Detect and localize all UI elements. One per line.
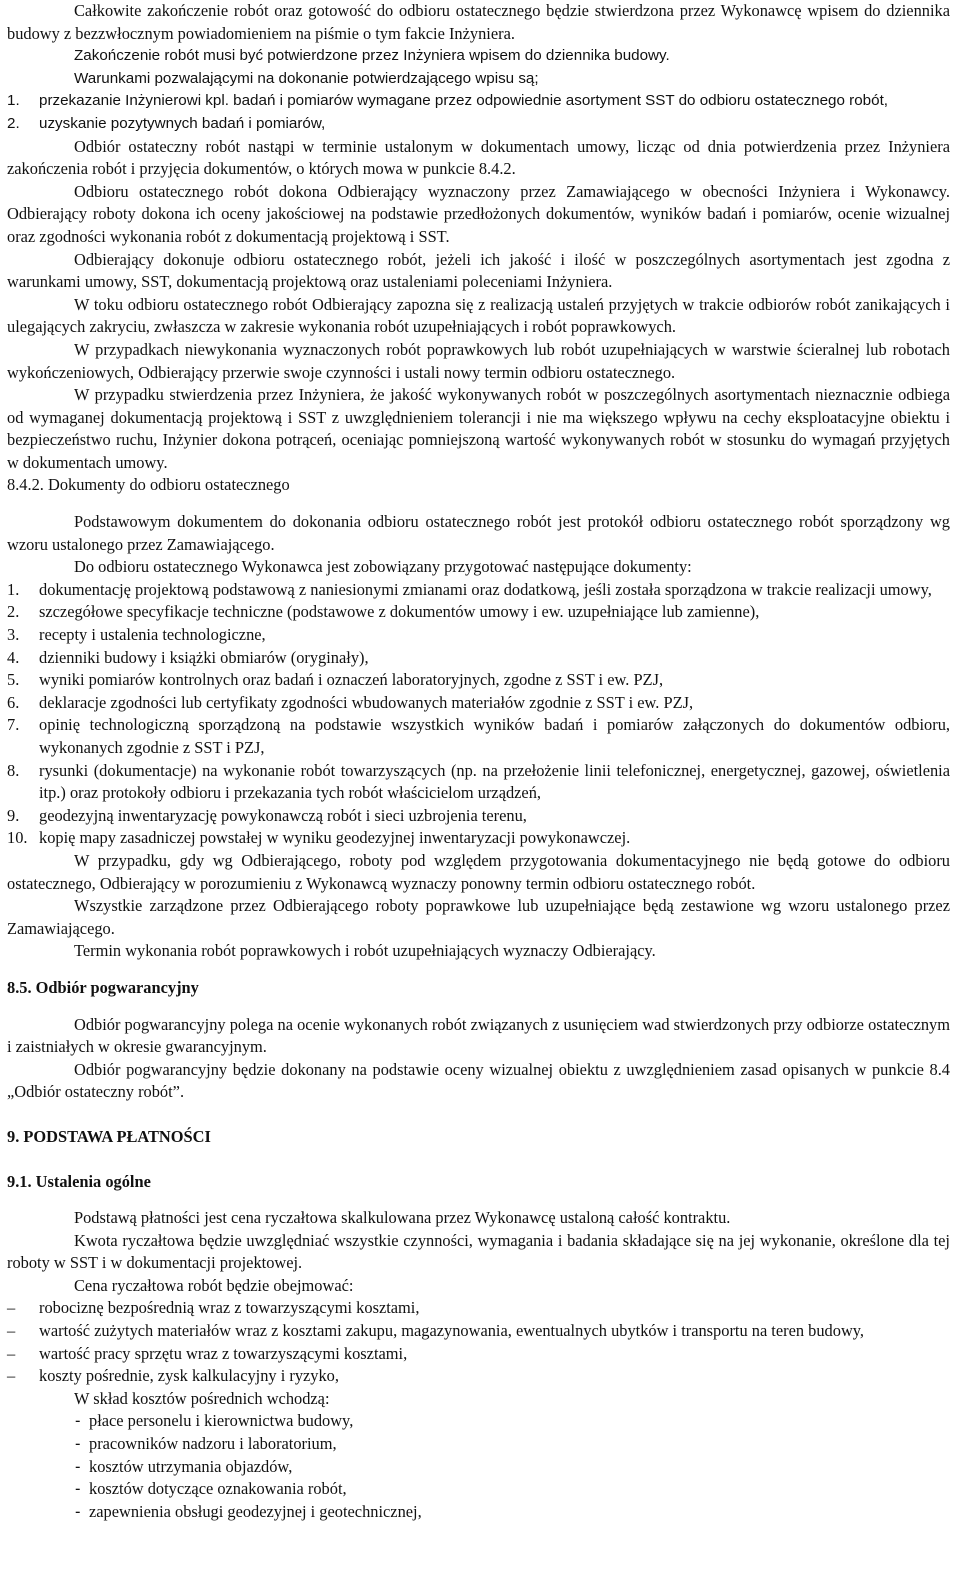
list-item — [7, 624, 950, 647]
list-number: 4. — [7, 647, 20, 667]
list-item-text: opinię technologiczną sporządzoną na podstawie wszystkich wyników badań i pomiarów załączonych do dokumentów odbioru, wykonanych zgodnie z SST i PZJ, — [39, 715, 950, 757]
paragraph: Odbiór pogwarancyjny polega na ocenie wykonanych robót związanych z usunięciem wad stwierdzonych przy odbiorze ostatecznym i zaistniałych w okresie gwarancyjnym. — [7, 1014, 950, 1057]
section-heading-9: 9. PODSTAWA PŁATNOŚCI — [7, 1126, 211, 1146]
list-item-text: wartość zużytych materiałów wraz z kosztami zakupu, magazynowania, ewentualnych ubytków i transportu na teren budowy, — [39, 1321, 865, 1341]
list-item-text: recepty i ustalenia technologiczne, — [39, 625, 266, 645]
list-item — [7, 1343, 950, 1366]
hyphen-bullet: - — [75, 1435, 81, 1454]
paragraph: Zakończenie robót musi być potwierdzone przez Inżyniera wpisem do dziennika budowy. — [74, 47, 670, 65]
hyphen-bullet: - — [75, 1457, 81, 1476]
list-number: 10. — [7, 828, 28, 848]
conditions-list — [7, 90, 950, 135]
list-item-text: uzyskanie pozytywnych badań i pomiarów, — [39, 114, 326, 132]
paragraph: W skład kosztów pośrednich wchodzą: — [74, 1388, 330, 1408]
list-item — [7, 692, 950, 715]
list-item-text: deklaracje zgodności lub certyfikaty zgodności wbudowanych materiałów zgodnie z SST i ew. PZJ, — [39, 692, 694, 712]
paragraph: W toku odbioru ostatecznego robót Odbierający zapozna się z realizacją ustaleń przyjętych w trakcie odbiorów robót zanikających i ulegających zakryciu, zwłaszcza w zakresie wykonania robót uzupełniających i robót poprawkowych. — [7, 294, 950, 337]
list-number: 9. — [7, 805, 20, 825]
list-item — [7, 601, 950, 624]
list-item — [7, 1410, 950, 1433]
list-item — [7, 647, 950, 670]
list-number: 5. — [7, 670, 20, 690]
list-item-text: pracowników nadzoru i laboratorium, — [89, 1434, 337, 1454]
hyphen-bullet: - — [75, 1480, 81, 1499]
list-item — [7, 1456, 950, 1479]
list-item-text: przekazanie Inżynierowi kpl. badań i pomiarów wymagane przez odpowiednie asortyment SST do odbioru ostatecznego robót, — [39, 92, 889, 110]
list-item — [7, 827, 950, 850]
list-item-text: szczegółowe specyfikacje techniczne (podstawowe z dokumentów umowy i ew. uzupełniające lub zamienne), — [39, 602, 760, 622]
list-item-text: koszty pośrednie, zysk kalkulacyjny i ryzyko, — [39, 1366, 339, 1386]
list-item — [7, 714, 950, 759]
list-number: 6. — [7, 692, 20, 712]
list-item — [7, 579, 950, 602]
list-item — [7, 1320, 950, 1343]
list-item-text: zapewnienia obsługi geodezyjnej i geotechnicznej, — [89, 1501, 422, 1521]
list-number: 2. — [7, 602, 20, 622]
list-item — [7, 1478, 950, 1501]
price-components-list — [7, 1297, 950, 1387]
list-number: 1. — [7, 92, 20, 110]
paragraph: Cena ryczałtowa robót będzie obejmować: — [74, 1275, 354, 1295]
list-item-text: kosztów dotyczące oznakowania robót, — [89, 1479, 347, 1499]
dash-bullet: – — [7, 1366, 16, 1386]
list-item-text: rysunki (dokumentacje) na wykonanie robót towarzyszących (np. na przełożenie linii telefonicznej, energetycznej, gazowej, oświetlenia itp.) oraz protokoły odbioru i przekazania tych robót właścicielom urządzeń, — [39, 760, 950, 803]
list-item-text: wartość pracy sprzętu wraz z towarzyszącymi kosztami, — [39, 1343, 408, 1363]
list-number: 3. — [7, 625, 20, 645]
paragraph: Termin wykonania robót poprawkowych i robót uzupełniających wyznaczy Odbierający. — [74, 941, 656, 961]
paragraph: Kwota ryczałtowa będzie uwzględniać wszystkie czynności, wymagania i badania składające się na jej wykonanie, określone dla tej roboty w SST i w dokumentacji projektowej. — [7, 1230, 950, 1273]
dash-bullet: – — [7, 1321, 16, 1341]
list-number: 7. — [7, 715, 20, 735]
list-item-text: dokumentację projektową podstawową z naniesionymi zmianami oraz dodatkową, jeśli została sporządzona w trakcie realizacji umowy, — [39, 579, 932, 599]
paragraph: Odbiór pogwarancyjny będzie dokonany na podstawie oceny wizualnej obiektu z uwzględnieniem zasad opisanych w punkcie 8.4 „Odbiór ostateczny robót”. — [7, 1059, 950, 1102]
paragraph: W przypadkach niewykonania wyznaczonych robót poprawkowych lub robót uzupełniających w warstwie ścieralnej lub robotach wykończeniowych, Odbierający przerwie swoje czynności i ustali nowy termin odbioru ostatecznego. — [7, 339, 950, 382]
list-item — [7, 90, 950, 113]
paragraph: Odbioru ostatecznego robót dokona Odbierający wyznaczony przez Zamawiającego w obecności Inżyniera i Wykonawcy. Odbierający roboty dokona ich oceny jakościowej na podstawie przedłożonych dokumentów, wyników badań i pomiarów, ocenie wizualnej oraz zgodności wykonania robót z dokumentacją projektową i SST. — [7, 181, 950, 246]
paragraph: Odbiór ostateczny robót nastąpi w terminie ustalonym w dokumentach umowy, licząc od dnia potwierdzenia przez Inżyniera zakończenia robót i przyjęcia dokumentów, o których mowa w punkcie 8.4.2. — [7, 136, 950, 179]
paragraph: Podstawowym dokumentem do dokonania odbioru ostatecznego robót jest protokół odbioru ostatecznego robót sporządzony wg wzoru ustalonego przez Zamawiającego. — [7, 512, 950, 554]
hyphen-bullet: - — [75, 1502, 81, 1521]
paragraph: Warunkami pozwalającymi na dokonanie potwierdzającego wpisu są; — [74, 69, 539, 87]
section-heading-9-1: 9.1. Ustalenia ogólne — [7, 1171, 151, 1191]
list-item — [7, 760, 950, 805]
list-item-text: kopię mapy zasadniczej powstałej w wyniku geodezyjnej inwentaryzacji powykonawczej. — [39, 828, 631, 848]
indirect-costs-list — [7, 1410, 950, 1523]
list-number: 8. — [7, 760, 20, 780]
paragraph: Do odbioru ostatecznego Wykonawca jest zobowiązany przygotować następujące dokumenty: — [74, 557, 692, 577]
dash-bullet: – — [7, 1298, 16, 1318]
list-item — [7, 805, 950, 828]
list-item — [7, 1297, 950, 1320]
paragraph: W przypadku stwierdzenia przez Inżyniera, że jakość wykonywanych robót w poszczególnych asortymentach nieznacznie odbiega od wymaganej dokumentacją projektową i SST z uwzględnieniem tolerancji i nie ma większego wpływu na cechy eksploatacyjne obiektu i bezpieczeństwo ruchu, Inżynier dokona potrąceń, oceniając pomniejszoną wartość wykonywanych robót w stosunku do wymagań przyjętych w dokumentach umowy. — [7, 385, 950, 472]
list-item — [7, 113, 950, 136]
paragraph: Całkowite zakończenie robót oraz gotowość do odbioru ostatecznego będzie stwierdzona przez Wykonawcę wpisem do dziennika budowy z bezzwłocznym powiadomieniem na piśmie o tym fakcie Inżyniera. — [7, 1, 950, 43]
paragraph: Odbierający dokonuje odbioru ostatecznego robót, jeżeli ich jakość i ilość w poszczególnych asortymentach jest zgodna z warunkami umowy, SST, dokumentacją projektową oraz ustaleniami poleceniami Inżyniera. — [7, 249, 950, 292]
dash-bullet: – — [7, 1343, 16, 1363]
list-item — [7, 1365, 950, 1388]
section-heading-8-4-2: 8.4.2. Dokumenty do odbioru ostatecznego — [7, 475, 290, 495]
documents-list — [7, 579, 950, 850]
list-item-text: płace personelu i kierownictwa budowy, — [89, 1411, 354, 1431]
list-item-text: robociznę bezpośrednią wraz z towarzyszącymi kosztami, — [39, 1298, 420, 1318]
section-heading-8-5: 8.5. Odbiór pogwarancyjny — [7, 977, 199, 997]
paragraph: W przypadku, gdy wg Odbierającego, roboty pod względem przygotowania dokumentacyjnego nie będą gotowe do odbioru ostatecznego, Odbierający w porozumieniu z Wykonawcą wyznaczy ponowny termin odbioru ostatecznego robót. — [7, 850, 950, 893]
list-item — [7, 1501, 950, 1524]
list-item-text: dzienniki budowy i książki obmiarów (oryginały), — [39, 647, 369, 667]
list-item — [7, 1433, 950, 1456]
list-item-text: wyniki pomiarów kontrolnych oraz badań i oznaczeń laboratoryjnych, zgodne z SST i ew. PZJ, — [39, 670, 664, 690]
paragraph: Podstawą płatności jest cena ryczałtowa skalkulowana przez Wykonawcę ustaloną całość kontraktu. — [74, 1208, 731, 1228]
list-item — [7, 669, 950, 692]
list-number: 2. — [7, 114, 20, 132]
paragraph: Wszystkie zarządzone przez Odbierającego roboty poprawkowe lub uzupełniające będą zestawione wg wzoru ustalonego przez Zamawiającego. — [7, 896, 950, 938]
hyphen-bullet: - — [75, 1412, 81, 1431]
list-item-text: kosztów utrzymania objazdów, — [89, 1456, 293, 1476]
list-number: 1. — [7, 579, 20, 599]
list-item-text: geodezyjną inwentaryzację powykonawczą robót i sieci uzbrojenia terenu, — [39, 805, 527, 825]
